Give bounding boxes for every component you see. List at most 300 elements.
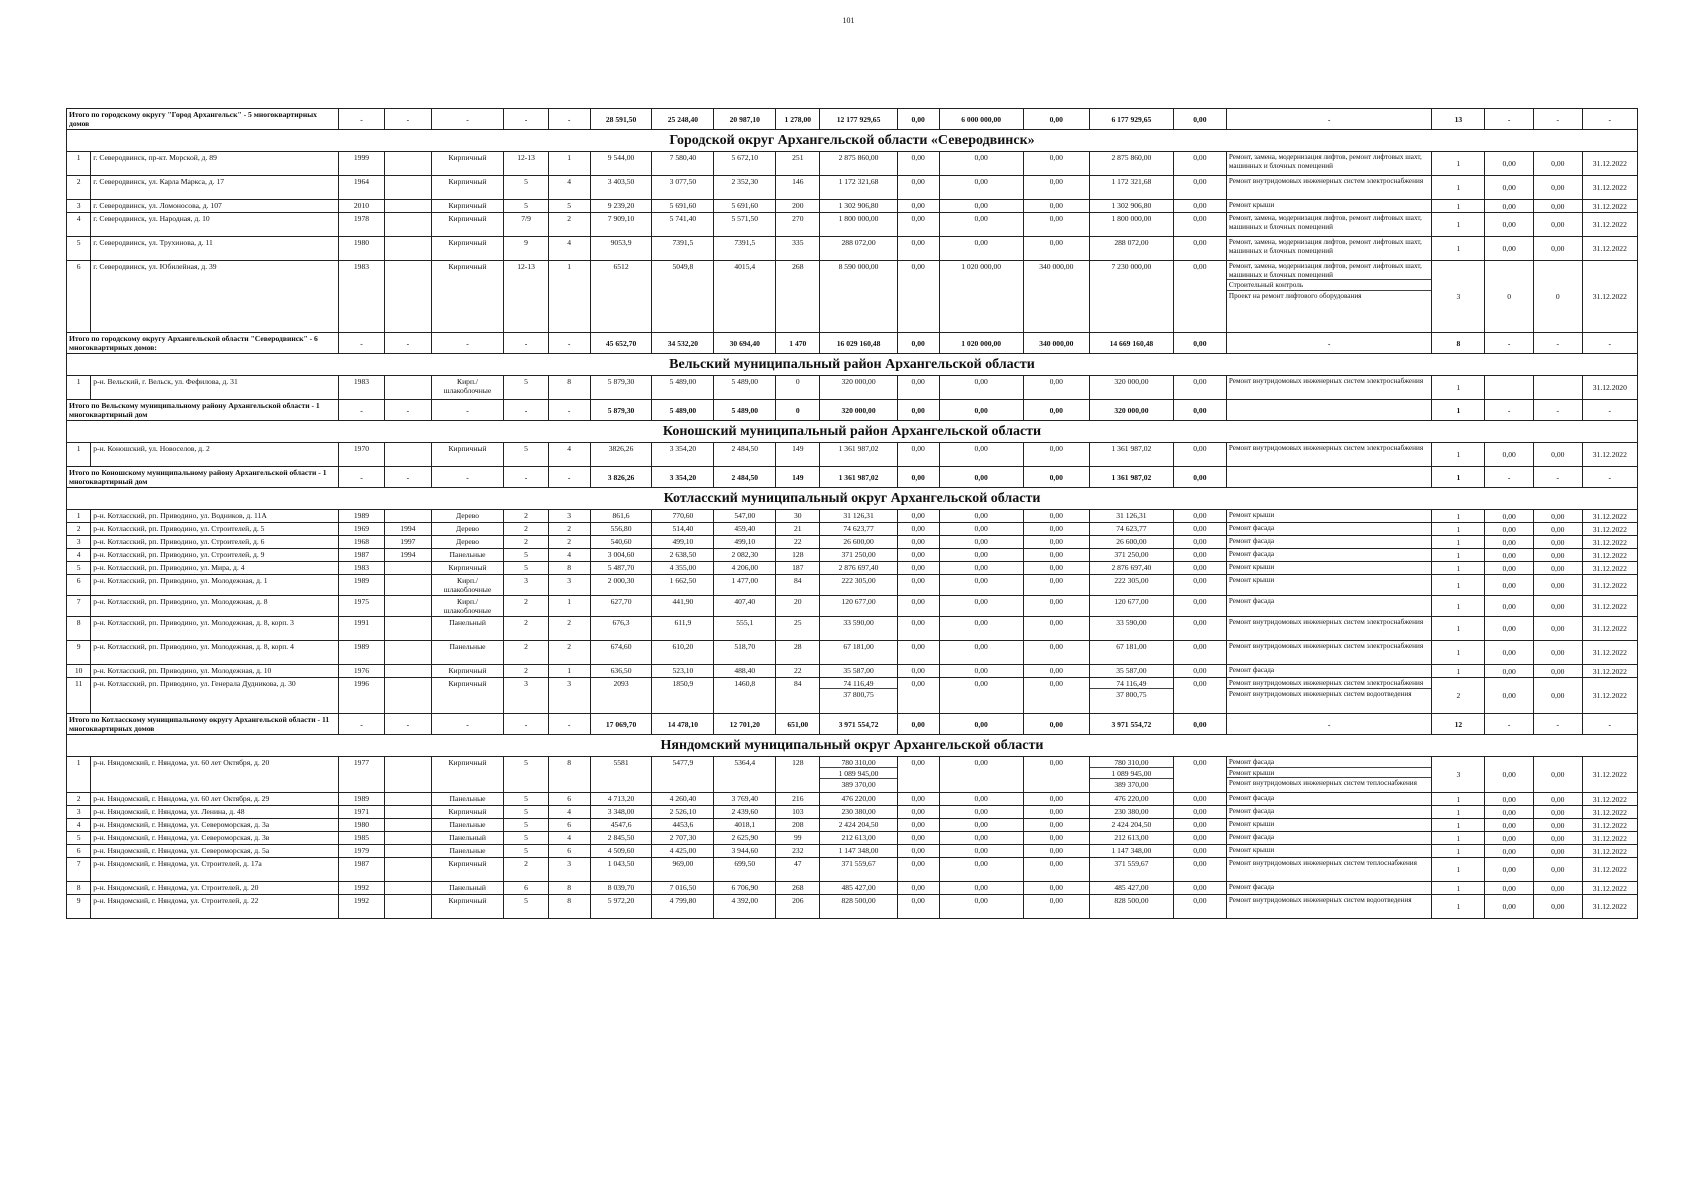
total-cell: - [1485,467,1534,488]
regional-budget-cell: 0,00 [939,819,1023,832]
table-row [67,213,1638,237]
fund-cell: 0,00 [897,678,939,714]
max-cost-cell: 0,00 [1534,549,1583,562]
work-type-cell [1226,536,1431,549]
owners-funds-cell: 35 587,00 [1089,665,1173,678]
other-funds-cell: 0,00 [1173,237,1226,261]
other-funds-cell: 0,00 [1173,665,1226,678]
cost-total-cell: 31 126,31 [820,510,897,523]
regional-budget-cell: 0,00 [939,443,1023,467]
total-cell: 25 248,40 [652,109,714,130]
row-number: 6 [67,845,91,858]
residents-cell: 128 [776,757,820,793]
address-cell: р-н. Няндомский, г. Няндома, ул. Строителей, д. 20 [91,882,338,895]
address-cell: р-н. Котласский, рп. Приводино, ул. Строителей, д. 5 [91,523,338,536]
work-type-cell [1226,806,1431,819]
total-cell: - [504,333,548,354]
total-area-cell: 556,80 [590,523,652,536]
total-label: Итого по Коношскому муниципальному району Архангельской области - 1 многоквартирный дом [67,467,339,488]
residential-area-cell: 2 484,50 [714,443,776,467]
table-row [67,806,1638,819]
wall-material-cell: Панельный [431,882,504,895]
deadline-cell: 31.12.2022 [1582,678,1637,714]
premises-area-cell: 7391,5 [652,237,714,261]
row-number: 4 [67,819,91,832]
total-cell: 0,00 [1173,333,1226,354]
cell-line: Ремонт фасада [1228,758,1275,766]
row-number: 6 [67,261,91,333]
entrances-cell: 2 [548,617,590,641]
total-cell: - [1582,714,1637,735]
entrances-cell: 4 [548,443,590,467]
specific-cost-cell: 0,00 [1485,237,1534,261]
year-built-cell: 1964 [338,176,384,200]
deadline-cell: 31.12.2022 [1582,237,1637,261]
work-count-cell: 3 [1432,757,1485,793]
premises-area-cell: 5049,8 [652,261,714,333]
other-funds-cell: 0,00 [1173,549,1226,562]
row-number: 1 [67,510,91,523]
total-cell: - [548,400,590,421]
regional-budget-cell: 0,00 [939,152,1023,176]
owners-funds-cell: 828 500,00 [1089,895,1173,919]
entrances-cell: 4 [548,832,590,845]
owners-funds-cell: 2 424 204,50 [1089,819,1173,832]
wall-material-cell: Кирпичный [431,562,504,575]
total-area-cell: 676,3 [590,617,652,641]
floors-cell: 12-13 [504,152,548,176]
max-cost-cell [1534,376,1583,400]
work-count-cell: 1 [1432,575,1485,596]
work-type-cell [1226,596,1431,617]
local-budget-cell: 0,00 [1023,596,1089,617]
table-row [67,443,1638,467]
specific-cost-cell: 0,00 [1485,523,1534,536]
premises-area-cell: 2 526,10 [652,806,714,819]
specific-cost-cell: 0,00 [1485,665,1534,678]
residential-area-cell: 4015,4 [714,261,776,333]
specific-cost-cell: 0,00 [1485,845,1534,858]
total-cell: - [1582,467,1637,488]
max-cost-cell: 0,00 [1534,237,1583,261]
residents-cell: 335 [776,237,820,261]
row-number: 3 [67,200,91,213]
regional-budget-cell: 0,00 [939,213,1023,237]
cell-line: Ремонт крыши [1227,767,1431,778]
cost-total-cell: 288 072,00 [820,237,897,261]
fund-cell: 0,00 [897,237,939,261]
premises-area-cell: 2 707,30 [652,832,714,845]
work-count-cell: 1 [1432,806,1485,819]
floors-cell: 2 [504,510,548,523]
work-count-cell: 1 [1432,858,1485,882]
residents-cell: 0 [776,376,820,400]
local-budget-cell: 0,00 [1023,575,1089,596]
wall-material-cell: Кирпичный [431,443,504,467]
total-area-cell: 861,6 [590,510,652,523]
other-funds-cell: 0,00 [1173,443,1226,467]
address-cell: р-н. Няндомский, г. Няндома, ул. Североморская, д. 3в [91,832,338,845]
section-header-row [67,488,1638,510]
total-row [67,467,1638,488]
fund-cell: 0,00 [897,793,939,806]
total-cell: 1 361 987,02 [820,467,897,488]
deadline-cell: 31.12.2022 [1582,617,1637,641]
residential-area-cell: 2 625,90 [714,832,776,845]
address-cell: р-н. Котласский, рп. Приводино, ул. Молодежная, д. 8, корп. 3 [91,617,338,641]
cell-line: 389 370,00 [1090,778,1173,789]
total-cell: - [1226,333,1431,354]
other-funds-cell: 0,00 [1173,261,1226,333]
section-title: Вельский муниципальный район Архангельской области [67,354,1638,376]
total-cell: - [548,109,590,130]
cell-line: 37 800,75 [1090,688,1173,699]
residents-cell: 128 [776,549,820,562]
cell-line: Ремонт, замена, модернизация лифтов, ремонт лифтовых шахт, машинных и блочных помещений [1228,238,1422,255]
address-cell: р-н. Котласский, рп. Приводино, ул. Генерала Дудникова, д. 30 [91,678,338,714]
total-cell: - [431,467,504,488]
residential-area-cell: 547,00 [714,510,776,523]
address-cell: р-н. Няндомский, г. Няндома, ул. Североморская, д. 3а [91,819,338,832]
work-count-cell: 1 [1432,237,1485,261]
regional-budget-cell: 0,00 [939,641,1023,665]
premises-area-cell: 969,00 [652,858,714,882]
premises-area-cell: 441,90 [652,596,714,617]
residents-cell: 206 [776,895,820,919]
total-area-cell: 9053,9 [590,237,652,261]
total-cell: 0,00 [897,400,939,421]
max-cost-cell: 0,00 [1534,562,1583,575]
specific-cost-cell: 0,00 [1485,806,1534,819]
fund-cell: 0,00 [897,819,939,832]
residents-cell: 208 [776,819,820,832]
entrances-cell: 2 [548,213,590,237]
fund-cell: 0,00 [897,376,939,400]
total-cell: 0,00 [939,467,1023,488]
deadline-cell: 31.12.2022 [1582,549,1637,562]
fund-cell: 0,00 [897,200,939,213]
year-built-cell: 1979 [338,845,384,858]
row-number: 8 [67,882,91,895]
total-cell: - [1485,714,1534,735]
entrances-cell: 8 [548,757,590,793]
max-cost-cell: 0,00 [1534,858,1583,882]
residents-cell: 232 [776,845,820,858]
owners-funds-cell: 230 380,00 [1089,806,1173,819]
floors-cell: 5 [504,176,548,200]
year-built-cell: 1983 [338,261,384,333]
residents-cell: 21 [776,523,820,536]
work-count-cell: 1 [1432,376,1485,400]
owners-funds-cell: 33 590,00 [1089,617,1173,641]
fund-cell: 0,00 [897,882,939,895]
total-cell: 16 029 160,48 [820,333,897,354]
total-cell: - [504,109,548,130]
total-cell: - [338,109,384,130]
year-built-cell: 1976 [338,665,384,678]
wall-material-cell: Кирп./ шлакоблочные [431,376,504,400]
total-cell: 14 669 160,48 [1089,333,1173,354]
entrances-cell: 3 [548,858,590,882]
other-funds-cell: 0,00 [1173,806,1226,819]
other-funds-cell: 0,00 [1173,858,1226,882]
total-cell: - [1534,333,1583,354]
row-number: 3 [67,806,91,819]
deadline-cell: 31.12.2022 [1582,575,1637,596]
table-row [67,678,1638,714]
year-built-cell: 1978 [338,213,384,237]
max-cost-cell: 0,00 [1534,200,1583,213]
cost-total-cell [820,757,897,793]
local-budget-cell: 0,00 [1023,200,1089,213]
entrances-cell: 8 [548,882,590,895]
work-count-cell: 1 [1432,819,1485,832]
total-area-cell: 636,50 [590,665,652,678]
specific-cost-cell: 0,00 [1485,562,1534,575]
work-type-cell [1226,176,1431,200]
year-built-cell: 1983 [338,562,384,575]
other-funds-cell: 0,00 [1173,793,1226,806]
other-funds-cell: 0,00 [1173,882,1226,895]
total-cell: 5 879,30 [590,400,652,421]
entrances-cell: 4 [548,806,590,819]
entrances-cell: 2 [548,536,590,549]
wall-material-cell: Кирпичный [431,176,504,200]
work-type-cell [1226,261,1431,333]
cost-total-cell: 371 250,00 [820,549,897,562]
work-type-cell [1226,376,1431,400]
deadline-cell: 31.12.2022 [1582,845,1637,858]
owners-funds-cell: 320 000,00 [1089,376,1173,400]
cell-line: Ремонт крыши [1228,511,1275,519]
residents-cell: 22 [776,665,820,678]
floors-cell: 5 [504,757,548,793]
wall-material-cell: Кирпичный [431,806,504,819]
total-cell: 0,00 [939,714,1023,735]
max-cost-cell: 0,00 [1534,793,1583,806]
residential-area-cell: 3 944,60 [714,845,776,858]
year-reconstruction-cell: 1994 [385,523,431,536]
cost-total-cell: 26 600,00 [820,536,897,549]
work-type-cell [1226,562,1431,575]
total-row [67,109,1638,130]
work-type-cell [1226,641,1431,665]
total-cell: 0,00 [1023,467,1089,488]
deadline-cell: 31.12.2022 [1582,641,1637,665]
cell-line: Ремонт внутридомовых инженерных систем теплоснабжения [1227,777,1431,788]
fund-cell: 0,00 [897,523,939,536]
regional-budget-cell: 0,00 [939,176,1023,200]
other-funds-cell: 0,00 [1173,523,1226,536]
year-built-cell: 1989 [338,641,384,665]
local-budget-cell: 0,00 [1023,562,1089,575]
floors-cell: 2 [504,858,548,882]
total-cell: - [338,714,384,735]
specific-cost-cell: 0,00 [1485,678,1534,714]
fund-cell: 0,00 [897,562,939,575]
total-cell: - [338,333,384,354]
regional-budget-cell: 0,00 [939,575,1023,596]
regional-budget-cell: 0,00 [939,793,1023,806]
year-built-cell: 1980 [338,237,384,261]
total-cell: 34 532,20 [652,333,714,354]
specific-cost-cell: 0,00 [1485,200,1534,213]
entrances-cell: 5 [548,200,590,213]
total-cell: 0,00 [897,333,939,354]
year-reconstruction-cell [385,806,431,819]
work-count-cell: 1 [1432,213,1485,237]
floors-cell: 5 [504,549,548,562]
work-count-cell: 1 [1432,793,1485,806]
work-count-cell: 1 [1432,510,1485,523]
year-reconstruction-cell [385,858,431,882]
local-budget-cell: 0,00 [1023,832,1089,845]
premises-area-cell: 3 354,20 [652,443,714,467]
deadline-cell: 31.12.2022 [1582,596,1637,617]
row-number: 3 [67,536,91,549]
premises-area-cell: 499,10 [652,536,714,549]
total-cell: - [548,714,590,735]
total-cell: - [1485,400,1534,421]
specific-cost-cell: 0,00 [1485,757,1534,793]
residential-area-cell: 5 691,60 [714,200,776,213]
floors-cell: 2 [504,665,548,678]
residents-cell: 251 [776,152,820,176]
regional-budget-cell: 0,00 [939,882,1023,895]
year-reconstruction-cell [385,562,431,575]
year-reconstruction-cell [385,793,431,806]
total-cell: 12 701,20 [714,714,776,735]
section-header-row [67,421,1638,443]
residential-area-cell: 1 477,00 [714,575,776,596]
cost-total-cell: 485 427,00 [820,882,897,895]
entrances-cell: 4 [548,176,590,200]
local-budget-cell: 0,00 [1023,665,1089,678]
floors-cell: 3 [504,575,548,596]
max-cost-cell: 0,00 [1534,523,1583,536]
work-count-cell: 1 [1432,882,1485,895]
total-cell: 45 652,70 [590,333,652,354]
specific-cost-cell: 0,00 [1485,510,1534,523]
row-number: 1 [67,152,91,176]
fund-cell: 0,00 [897,536,939,549]
work-type-cell [1226,832,1431,845]
address-cell: г. Северодвинск, ул. Ломоносова, д. 107 [91,200,338,213]
residential-area-cell: 5 489,00 [714,376,776,400]
total-cell: 2 484,50 [714,467,776,488]
local-budget-cell: 0,00 [1023,882,1089,895]
total-cell: - [1534,467,1583,488]
year-reconstruction-cell [385,200,431,213]
floors-cell: 3 [504,678,548,714]
premises-area-cell: 611,9 [652,617,714,641]
total-area-cell: 5 487,70 [590,562,652,575]
specific-cost-cell: 0,00 [1485,819,1534,832]
work-count-cell: 1 [1432,832,1485,845]
specific-cost-cell: 0,00 [1485,549,1534,562]
total-cell: 5 489,00 [652,400,714,421]
residential-area-cell: 1460,8 [714,678,776,714]
owners-funds-cell: 1 172 321,68 [1089,176,1173,200]
total-cell: 0,00 [1173,400,1226,421]
residential-area-cell: 699,50 [714,858,776,882]
owners-funds-cell [1089,678,1173,714]
max-cost-cell: 0,00 [1534,641,1583,665]
year-built-cell: 1983 [338,376,384,400]
cost-total-cell: 67 181,00 [820,641,897,665]
row-number: 1 [67,443,91,467]
total-cell: - [1534,714,1583,735]
specific-cost-cell: 0,00 [1485,882,1534,895]
regional-budget-cell: 0,00 [939,376,1023,400]
address-cell: р-н. Котласский, рп. Приводино, ул. Водников, д. 11А [91,510,338,523]
total-cell: 1 [1432,400,1485,421]
cell-line: Ремонт фасада [1228,524,1275,532]
regional-budget-cell: 0,00 [939,665,1023,678]
work-type-cell [1226,895,1431,919]
wall-material-cell: Кирпичный [431,678,504,714]
floors-cell: 6 [504,882,548,895]
max-cost-cell: 0,00 [1534,152,1583,176]
work-count-cell: 1 [1432,641,1485,665]
entrances-cell: 2 [548,523,590,536]
row-number: 5 [67,562,91,575]
residential-area-cell: 4018,1 [714,819,776,832]
total-area-cell: 3 004,60 [590,549,652,562]
entrances-cell: 1 [548,665,590,678]
total-cell: - [385,467,431,488]
residents-cell: 268 [776,261,820,333]
specific-cost-cell: 0,00 [1485,596,1534,617]
total-row [67,714,1638,735]
regional-budget-cell: 0,00 [939,510,1023,523]
floors-cell: 2 [504,536,548,549]
wall-material-cell: Кирпичный [431,895,504,919]
work-type-cell [1226,237,1431,261]
local-budget-cell: 0,00 [1023,510,1089,523]
residential-area-cell: 5 672,10 [714,152,776,176]
cell-line: Ремонт внутридомовых инженерных систем водоотведения [1227,688,1431,699]
work-count-cell: 1 [1432,562,1485,575]
premises-area-cell: 4 799,80 [652,895,714,919]
residents-cell: 84 [776,575,820,596]
year-reconstruction-cell [385,678,431,714]
local-budget-cell: 0,00 [1023,237,1089,261]
address-cell: р-н. Котласский, рп. Приводино, ул. Молодежная, д. 10 [91,665,338,678]
table-row [67,617,1638,641]
deadline-cell: 31.12.2022 [1582,895,1637,919]
work-count-cell: 1 [1432,665,1485,678]
wall-material-cell: Кирп./ шлакоблочные [431,575,504,596]
wall-material-cell: Панельные [431,793,504,806]
local-budget-cell: 0,00 [1023,376,1089,400]
deadline-cell: 31.12.2022 [1582,858,1637,882]
fund-cell: 0,00 [897,443,939,467]
wall-material-cell: Кирпичный [431,237,504,261]
premises-area-cell: 4 355,00 [652,562,714,575]
cell-line: Строительный контроль [1227,279,1431,290]
residents-cell: 103 [776,806,820,819]
local-budget-cell: 0,00 [1023,858,1089,882]
entrances-cell: 6 [548,845,590,858]
total-cell: - [1582,333,1637,354]
deadline-cell: 31.12.2022 [1582,665,1637,678]
deadline-cell: 31.12.2022 [1582,819,1637,832]
fund-cell: 0,00 [897,549,939,562]
entrances-cell: 2 [548,641,590,665]
cost-total-cell [820,678,897,714]
cost-total-cell: 74 623,77 [820,523,897,536]
